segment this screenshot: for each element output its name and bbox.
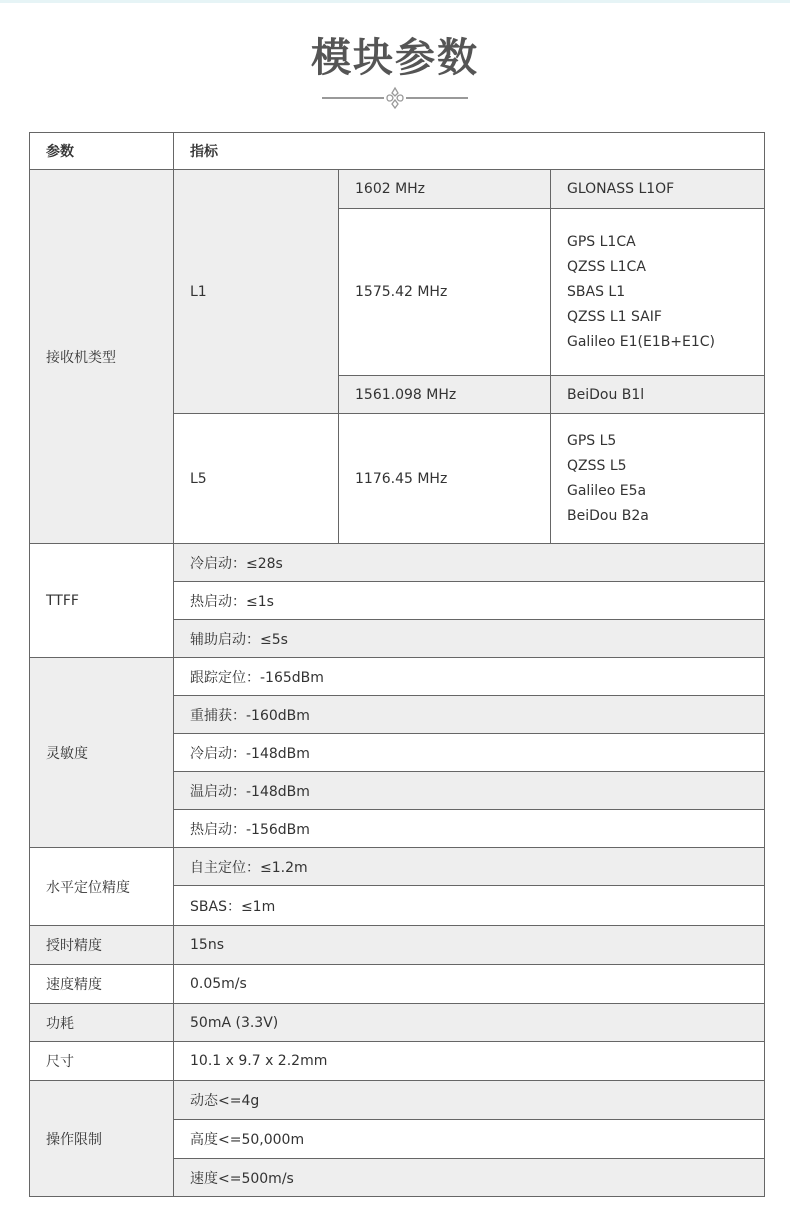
signal-list: [551, 209, 765, 376]
divider-ornament-icon: [320, 86, 470, 110]
sensitivity-value: 重捕获：-160dBm: [174, 696, 765, 734]
velocity-accuracy-label: 速度精度: [30, 965, 174, 1004]
signal-cell: GLONASS L1OF: [551, 170, 765, 209]
ttff-value: 辅助启动：≤5s: [174, 620, 765, 658]
limits-label: 操作限制: [30, 1081, 174, 1197]
ttff-value: 冷启动：≤28s: [174, 544, 765, 582]
signal-item: GPS L1CA: [567, 233, 636, 250]
signal-item: Galileo E5a: [567, 482, 647, 499]
table-row: [30, 1042, 765, 1081]
timing-accuracy-value: 15ns: [174, 926, 765, 965]
header-param: 参数: [30, 133, 174, 170]
freq-cell: 1575.42 MHz: [339, 209, 551, 376]
power-value: 50mA (3.3V): [174, 1004, 765, 1042]
table-row: [30, 1004, 765, 1042]
signal-item: SBAS L1: [567, 283, 626, 300]
sensitivity-label: 灵敏度: [30, 658, 174, 848]
freq-cell: 1176.45 MHz: [339, 414, 551, 544]
header-spec: 指标: [174, 133, 765, 170]
sensitivity-value: 温启动：-148dBm: [174, 772, 765, 810]
top-strip: [0, 0, 790, 3]
spec-table: [29, 132, 765, 1197]
signal-item: QZSS L5: [567, 457, 627, 474]
l5-label: L5: [174, 414, 339, 544]
limits-value: 动态<=4g: [174, 1081, 765, 1120]
signal-item: GPS L5: [567, 432, 617, 449]
freq-cell: 1561.098 MHz: [339, 376, 551, 414]
horizontal-accuracy-value: 自主定位：≤1.2m: [174, 848, 765, 886]
table-row: [30, 965, 765, 1004]
freq-cell: 1602 MHz: [339, 170, 551, 209]
ttff-value: 热启动：≤1s: [174, 582, 765, 620]
horizontal-accuracy-value: SBAS：≤1m: [174, 886, 765, 926]
signal-cell: BeiDou B1l: [551, 376, 765, 414]
limits-value: 速度<=500m/s: [174, 1159, 765, 1197]
sensitivity-value: 热启动：-156dBm: [174, 810, 765, 848]
signal-item: QZSS L1 SAIF: [567, 308, 662, 325]
signal-item: BeiDou B2a: [567, 507, 649, 524]
signal-list: [551, 414, 765, 544]
table-row: [30, 658, 765, 696]
timing-accuracy-label: 授时精度: [30, 926, 174, 965]
l1-label: L1: [174, 170, 339, 414]
size-label: 尺寸: [30, 1042, 174, 1081]
sensitivity-value: 冷启动：-148dBm: [174, 734, 765, 772]
page-title: 模块参数: [311, 35, 479, 81]
table-row: [30, 544, 765, 582]
table-header-row: [30, 133, 765, 170]
size-value: 10.1 x 9.7 x 2.2mm: [174, 1042, 765, 1081]
limits-value: 高度<=50,000m: [174, 1120, 765, 1159]
power-label: 功耗: [30, 1004, 174, 1042]
table-row: [30, 1081, 765, 1120]
table-row: [30, 848, 765, 886]
velocity-accuracy-value: 0.05m/s: [174, 965, 765, 1004]
sensitivity-value: 跟踪定位：-165dBm: [174, 658, 765, 696]
signal-item: Galileo E1(E1B+E1C): [567, 333, 716, 350]
table-row: [30, 926, 765, 965]
receiver-type-label: 接收机类型: [30, 170, 174, 544]
ttff-label: TTFF: [30, 544, 174, 658]
table-row: [30, 170, 765, 209]
signal-item: QZSS L1CA: [567, 258, 646, 275]
horizontal-accuracy-label: 水平定位精度: [30, 848, 174, 926]
